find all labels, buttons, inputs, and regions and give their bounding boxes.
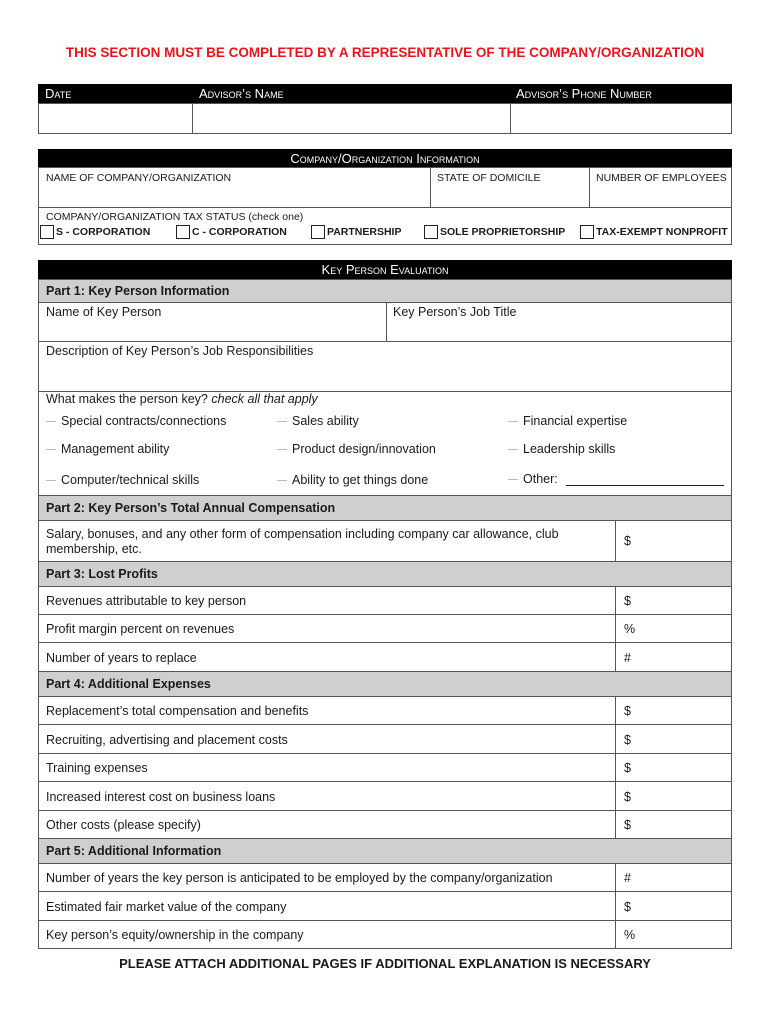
salary-value-field[interactable] — [615, 520, 732, 562]
key-option-product-design[interactable]: Product design/innovation — [277, 442, 436, 456]
date-field[interactable] — [38, 103, 193, 134]
salary-row — [38, 520, 616, 562]
tax-option-c-corp[interactable]: C - CORPORATION — [176, 225, 287, 239]
responsibilities-field[interactable] — [38, 341, 732, 392]
company-name-label: NAME OF COMPANY/ORGANIZATION — [46, 172, 232, 184]
key-person-name-label: Name of Key Person — [46, 305, 162, 319]
part2-header: Part 2: Key Person’s Total Annual Compensation — [38, 495, 732, 521]
other-specify-line[interactable] — [566, 473, 724, 486]
tax-option-sole-proprietorship[interactable]: SOLE PROPRIETORSHIP — [424, 225, 565, 239]
part3-value-field[interactable]: # — [615, 642, 732, 672]
part1-header: Part 1: Key Person Information — [38, 279, 732, 303]
footer-note: PLEASE ATTACH ADDITIONAL PAGES IF ADDITIONAL EXPLANATION IS NECESSARY — [119, 956, 651, 971]
key-option-contracts[interactable]: Special contracts/connections — [46, 414, 226, 428]
part4-row: Replacement’s total compensation and benefits — [38, 696, 616, 725]
part4-row: Training expenses — [38, 753, 616, 782]
key-option-other[interactable]: Other: — [508, 472, 724, 486]
advisor-phone-label: Advisor’s Phone Number — [516, 86, 652, 101]
job-title-label: Key Person’s Job Title — [393, 305, 517, 319]
part3-value-field[interactable]: % — [615, 614, 732, 643]
key-person-name-field[interactable] — [38, 302, 387, 342]
part5-value-field[interactable]: # — [615, 863, 732, 892]
part4-row: Increased interest cost on business loans — [38, 781, 616, 811]
checkbox[interactable] — [40, 225, 54, 239]
state-field[interactable] — [430, 167, 590, 208]
key-option-technical[interactable]: Computer/technical skills — [46, 473, 199, 487]
tax-option-partnership[interactable]: PARTNERSHIP — [311, 225, 401, 239]
part5-value-field[interactable]: $ — [615, 891, 732, 921]
checkbox[interactable] — [580, 225, 594, 239]
key-option-get-things-done[interactable]: Ability to get things done — [277, 473, 428, 487]
state-label: STATE OF DOMICILE — [437, 172, 541, 184]
part3-header: Part 3: Lost Profits — [38, 561, 732, 587]
part4-value-field[interactable]: $ — [615, 696, 732, 725]
company-name-field[interactable] — [38, 167, 431, 208]
part4-value-field[interactable]: $ — [615, 753, 732, 782]
part3-row: Number of years to replace — [38, 642, 616, 672]
key-question: What makes the person key? check all that apply — [46, 392, 318, 406]
tax-status-box — [38, 207, 732, 245]
part5-row: Key person’s equity/ownership in the company — [38, 920, 616, 949]
advisor-name-field[interactable] — [192, 103, 511, 134]
responsibilities-label: Description of Key Person’s Job Responsibilities — [46, 344, 314, 358]
part4-header: Part 4: Additional Expenses — [38, 671, 732, 697]
employees-label: NUMBER OF EMPLOYEES — [596, 172, 727, 184]
company-header-bar — [38, 149, 732, 167]
key-option-financial[interactable]: Financial expertise — [508, 414, 627, 428]
part4-value-field[interactable]: $ — [615, 724, 732, 754]
part4-value-field[interactable]: $ — [615, 781, 732, 811]
job-title-field[interactable] — [386, 302, 732, 342]
checkbox[interactable] — [176, 225, 190, 239]
dollar-unit: $ — [624, 534, 631, 548]
tax-status-label: COMPANY/ORGANIZATION TAX STATUS (check one) — [46, 211, 304, 223]
part5-row: Estimated fair market value of the company — [38, 891, 616, 921]
evaluation-header-bar — [38, 260, 732, 279]
part5-value-field[interactable]: % — [615, 920, 732, 949]
key-option-sales[interactable]: Sales ability — [277, 414, 359, 428]
company-section-title: Company/Organization Information — [290, 151, 480, 166]
advisor-phone-field[interactable] — [510, 103, 732, 134]
section-banner: THIS SECTION MUST BE COMPLETED BY A REPRESENTATIVE OF THE COMPANY/ORGANIZATION — [65, 45, 705, 60]
key-reasons-box — [38, 391, 732, 496]
advisor-name-label: Advisor’s Name — [199, 86, 284, 101]
employees-field[interactable] — [589, 167, 732, 208]
part4-row: Recruiting, advertising and placement costs — [38, 724, 616, 754]
salary-label: Salary, bonuses, and any other form of compensation including company car allowance, club membership, etc. — [46, 527, 559, 556]
part3-value-field[interactable]: $ — [615, 586, 732, 615]
evaluation-section-title: Key Person Evaluation — [321, 262, 449, 277]
date-label: Date — [45, 86, 72, 101]
part5-header: Part 5: Additional Information — [38, 838, 732, 864]
advisor-header-bar — [38, 84, 732, 103]
key-option-management[interactable]: Management ability — [46, 442, 169, 456]
key-option-leadership[interactable]: Leadership skills — [508, 442, 615, 456]
tax-option-s-corp[interactable]: S - CORPORATION — [40, 225, 150, 239]
part5-row: Number of years the key person is anticipated to be employed by the company/organization — [38, 863, 616, 892]
checkbox[interactable] — [424, 225, 438, 239]
part3-row: Revenues attributable to key person — [38, 586, 616, 615]
part4-row: Other costs (please specify) — [38, 810, 616, 839]
tax-option-tax-exempt[interactable]: TAX-EXEMPT NONPROFIT — [580, 225, 728, 239]
part3-row: Profit margin percent on revenues — [38, 614, 616, 643]
part4-value-field[interactable]: $ — [615, 810, 732, 839]
checkbox[interactable] — [311, 225, 325, 239]
